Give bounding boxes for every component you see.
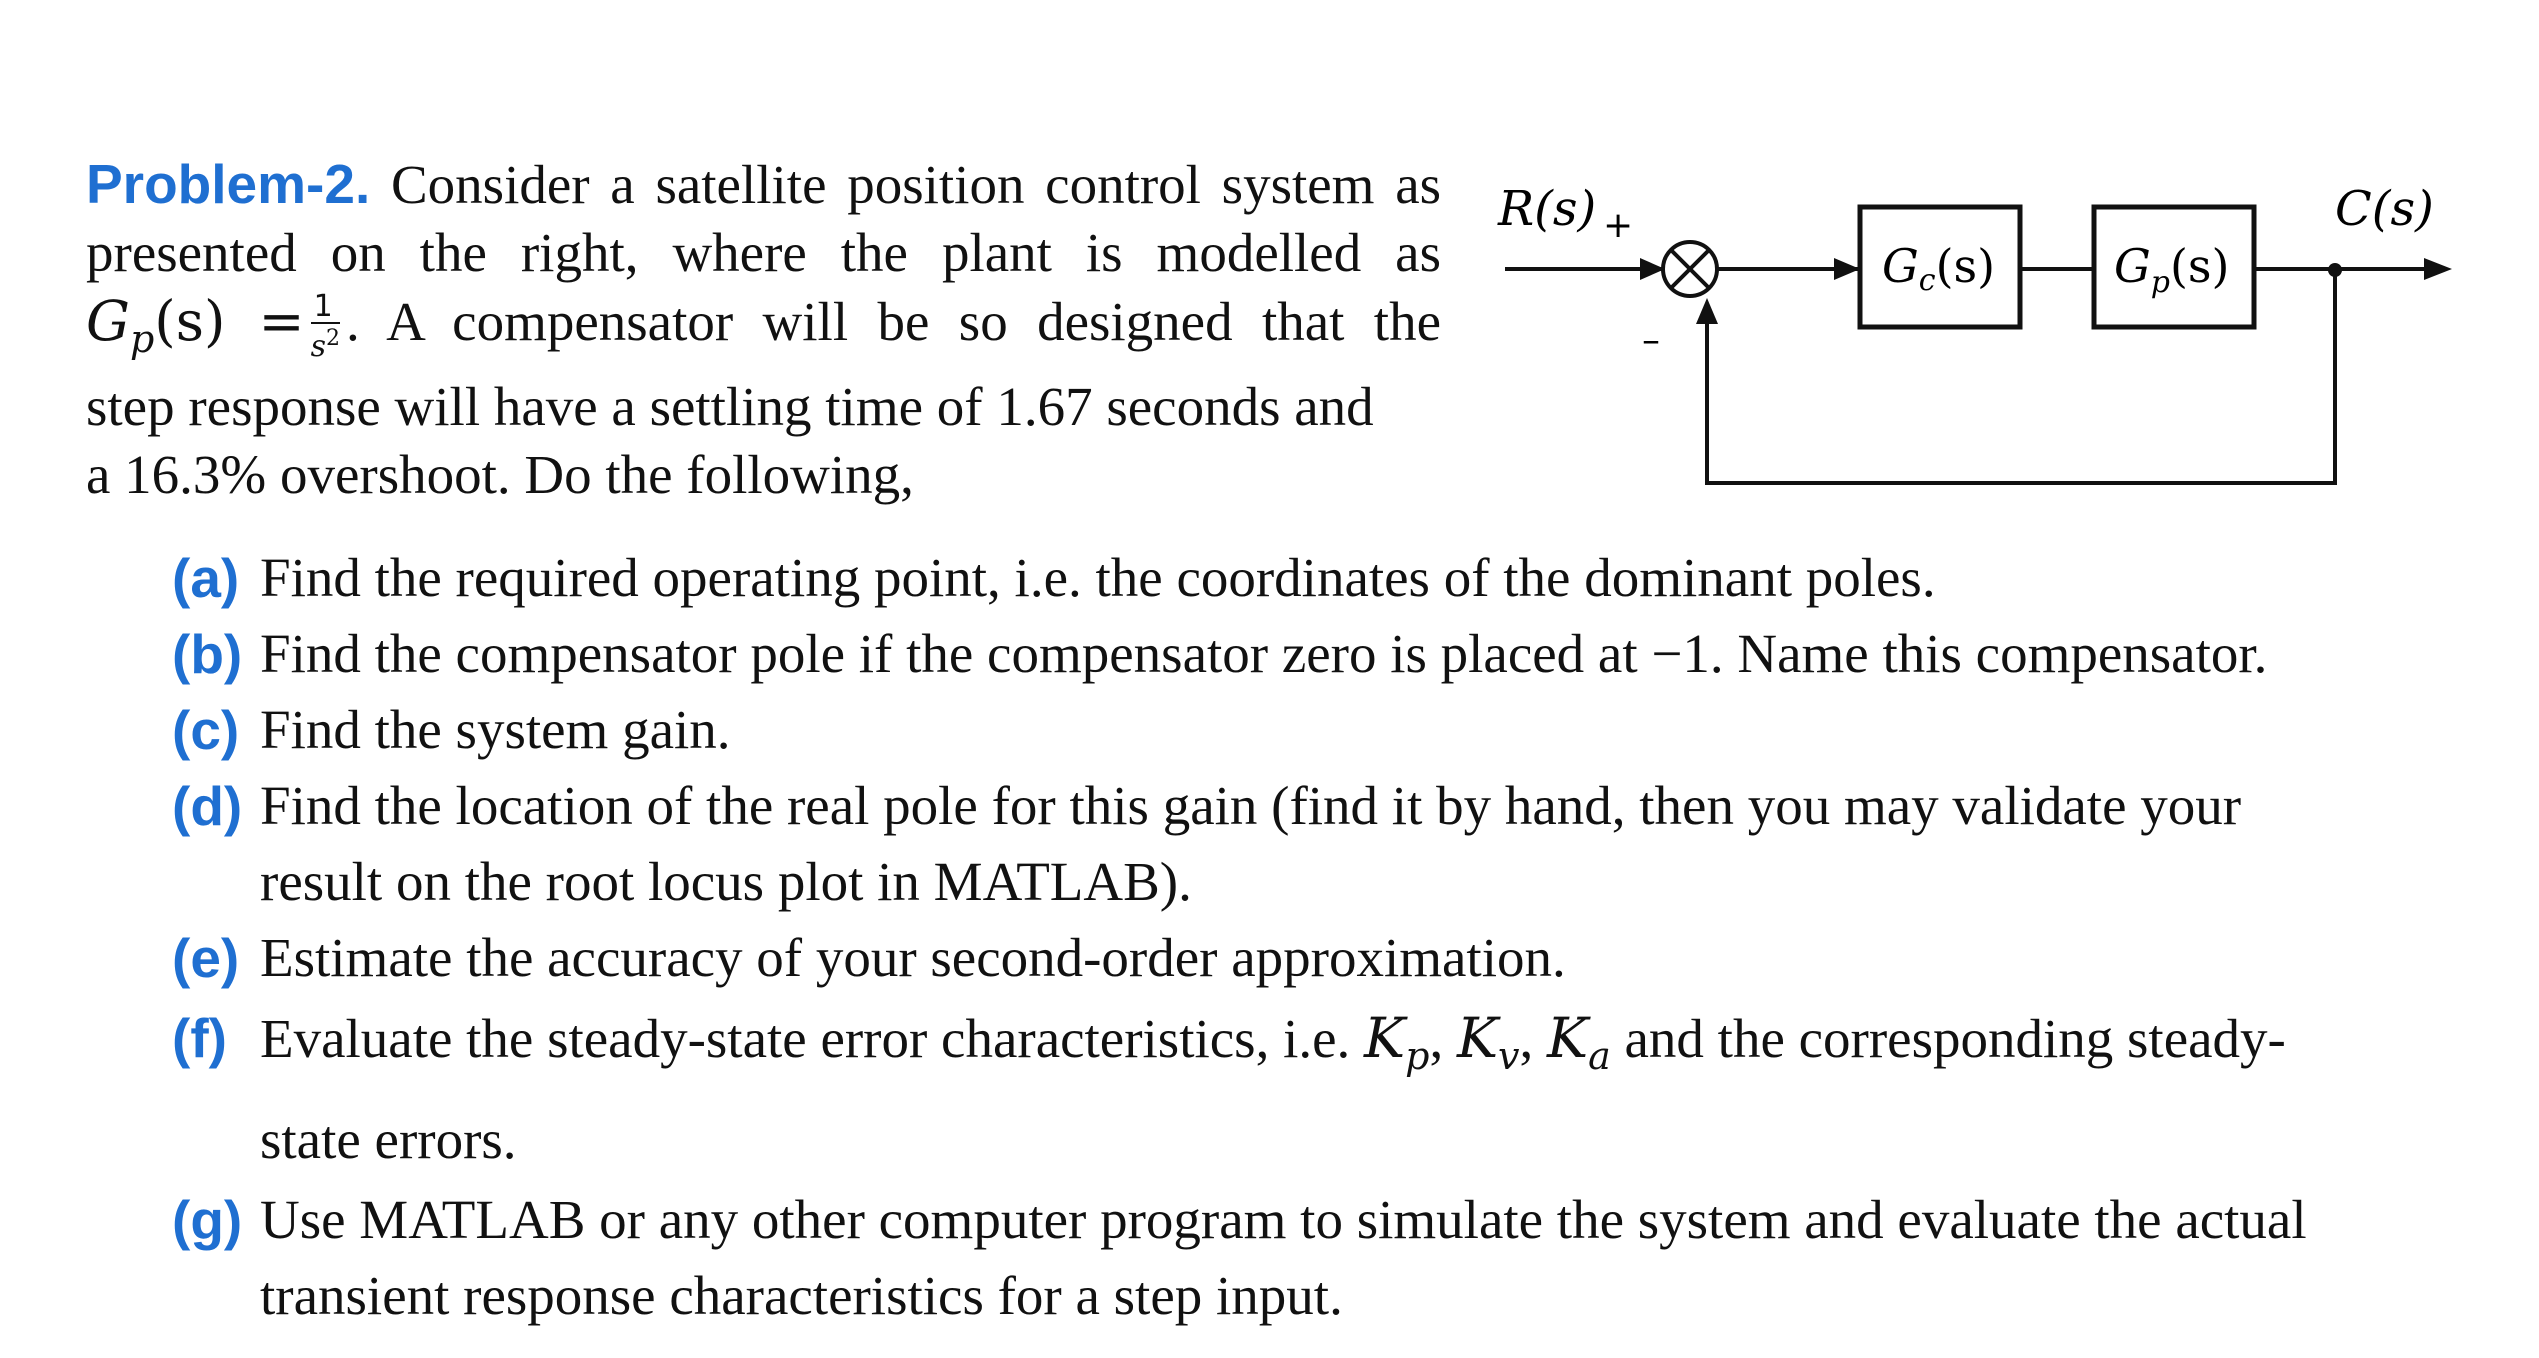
kv-symbol: $K_v$ bbox=[1456, 1006, 1520, 1078]
question-text: Find the location of the real pole for this gain (find it by hand, then you may validate your bbox=[260, 775, 2242, 836]
problem-label: Problem-2. bbox=[86, 153, 371, 215]
intro-line-4: step response will have a settling time of 1.67 seconds and bbox=[86, 376, 1374, 437]
feedback-arrow bbox=[1696, 298, 1718, 324]
question-c bbox=[172, 692, 2472, 768]
question-text: Evaluate the steady-state error characteristics, i.e. $K_p$, $K_v$, $K_a$ and the corresponding steady- bbox=[260, 1006, 2286, 1078]
input-label: R(s) bbox=[1498, 181, 1597, 237]
question-text: Find the system gain. bbox=[260, 699, 731, 760]
compensator-label: Gc(s) bbox=[1882, 239, 1996, 298]
question-list bbox=[172, 540, 2472, 1334]
intro-line-5: a 16.3% overshoot. Do the following, bbox=[86, 444, 914, 505]
output-arrow bbox=[2424, 258, 2452, 280]
question-text-cont: result on the root locus plot in MATLAB). bbox=[260, 851, 1192, 912]
question-label: (a) bbox=[172, 547, 240, 609]
question-text: Find the required operating point, i.e. the coordinates of the dominant poles. bbox=[260, 547, 1936, 608]
intro-text-3: . A compensator will be so designed that the bbox=[346, 291, 1441, 352]
question-label: (f) bbox=[172, 1007, 227, 1069]
question-text-cont: state errors. bbox=[260, 1109, 517, 1170]
question-g bbox=[172, 1182, 2472, 1334]
plant-fraction: $\frac{1}{s^2}$ bbox=[310, 289, 341, 365]
question-label: (g) bbox=[172, 1189, 243, 1251]
question-a bbox=[172, 540, 2472, 616]
error-arrow bbox=[1834, 258, 1860, 280]
intro-text-1: Consider a satellite position control system as bbox=[390, 154, 1442, 215]
question-label: (d) bbox=[172, 775, 243, 837]
ka-symbol: $K_a$ bbox=[1547, 1006, 1611, 1078]
minus-sign: – bbox=[1642, 320, 1660, 361]
question-text: Use MATLAB or any other computer program to simulate the system and evaluate the actual bbox=[260, 1189, 2307, 1250]
output-label: C(s) bbox=[2335, 181, 2434, 237]
question-b bbox=[172, 616, 2472, 692]
question-label: (e) bbox=[172, 927, 240, 989]
kp-symbol: $K_p$ bbox=[1364, 1006, 1430, 1078]
question-text: Find the compensator pole if the compensator zero is placed at −1. Name this compensator. bbox=[260, 623, 2268, 684]
intro-line-2: presented on the right, where the plant is modelled as bbox=[86, 222, 1441, 283]
question-f bbox=[172, 996, 2472, 1182]
question-text-cont: transient response characteristics for a step input. bbox=[260, 1265, 1343, 1326]
question-e bbox=[172, 920, 2472, 996]
plus-sign: + bbox=[1603, 205, 1634, 246]
question-label: (b) bbox=[172, 623, 243, 685]
plant-tf: $G_p(s)$ = bbox=[86, 289, 305, 361]
question-d bbox=[172, 768, 2472, 920]
question-text: Estimate the accuracy of your second-order approximation. bbox=[260, 927, 1566, 988]
question-label: (c) bbox=[172, 699, 240, 761]
plant-label: $G_p(s)$ bbox=[2114, 239, 2230, 300]
